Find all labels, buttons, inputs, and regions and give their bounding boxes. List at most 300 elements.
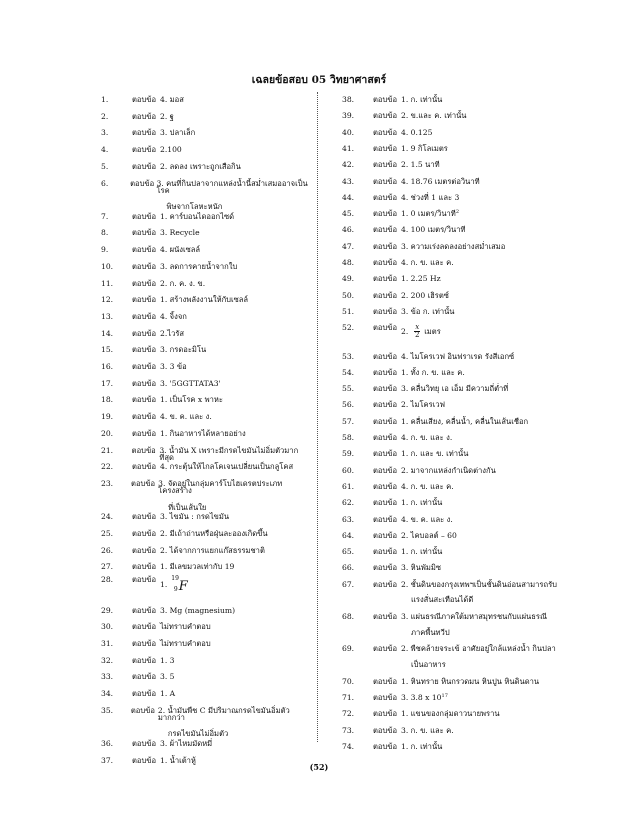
answer-item [342,353,514,361]
answer-item [342,727,454,735]
answer-text-block [401,564,441,572]
answer-text-block [160,313,187,321]
answer-text: 2. ก. ค. ง. ข. [160,278,206,288]
answer-line [160,690,175,698]
answer-label: ตอบข้อ [373,433,398,442]
answer-text-block [401,548,442,556]
answer-item [342,275,441,283]
item-number: 24. [101,512,114,522]
answer-line [160,413,212,421]
answer-text: 1. มีเลขมวลเท่ากับ 19 [160,562,235,572]
answer-text: 2. ฐ [160,111,174,121]
answer-continuation: กรดไขมันไม่อิ่มตัว [167,729,229,739]
item-number: 19. [101,412,114,422]
answer-text: 1. 2.25 Hz [401,274,441,284]
element-symbol: F [178,578,188,594]
answer-text-block [401,275,441,283]
answer-label: ตอบข้อ [132,639,157,648]
answer-line [401,418,528,426]
answer-text-block [160,657,175,665]
answer-text-block [401,112,466,120]
answer-label: ตอบข้อ [132,111,157,121]
answer-text: 4. ก. ข. และ ง. [401,433,453,442]
answer-label: ตอบข้อ [132,689,157,699]
answer-text: 2.100 [160,145,182,155]
item-number: 64. [342,530,355,540]
answer-line [401,499,442,507]
fraction-denominator: 2 [414,331,420,340]
answer-text-block [159,447,311,462]
answer-line [401,385,508,393]
answer-label: ตอบข้อ [373,498,398,508]
answer-label: ตอบข้อ [373,547,398,557]
answer-text: 3. ไขมัน : กรดไขมัน [160,512,230,522]
answer-text: 3. ปลาเล็ก [160,128,196,138]
answer-line [401,678,539,686]
answer-item [342,385,508,393]
answer-text-block [401,369,465,377]
answer-text-block [401,226,465,234]
item-number: 68. [342,612,355,621]
item-number: 58. [342,433,355,442]
answer-text: 1. หินทราย หินกรวดมน หินปูน หินดินดาน [401,676,540,686]
answer-text: 4. ช่วงที่ 1 และ 3 [401,192,460,202]
answer-line [401,308,455,316]
answer-item [342,324,441,339]
answer-text-block [401,145,448,153]
answer-text-block [160,346,206,354]
answer-label: ตอบข้อ [132,562,157,572]
answer-text: 2. ข.และ ค. เท่านั้น [401,111,467,121]
answer-text: 2. น้ำมันพืช C มีปริมาณกรดไขมันอิ่มตัวมากกว่า [157,705,290,723]
answer-label: ตอบข้อ [373,323,398,333]
answer-item [342,434,452,442]
answer-text: 1. เป็นโรค x พาหะ [160,395,223,405]
answer-label: ตอบข้อ [132,755,157,765]
answer-text: 2. ลดลง เพราะถูกเสือกิน [160,161,241,171]
answer-text: 1. ก. เท่านั้น [401,547,443,557]
answer-item [342,710,500,718]
answer-text-block [160,280,205,288]
answer-label: ตอบข้อ [373,400,398,410]
answer-line [401,178,480,186]
answer-text-block [401,483,454,491]
answer-text: 3. กรดอะมิโน [160,345,207,355]
answer-line [160,513,229,521]
answer-line [160,246,200,254]
fraction [414,324,420,339]
item-number: 26. [101,545,114,555]
answer-item [101,146,182,154]
answer-line [160,280,205,288]
answer-line [401,243,505,251]
answer-continuation: ที่เป็นเส้นใย [168,502,207,512]
answer-line [401,434,452,442]
item-number: 37. [101,755,114,765]
answer-text-block [160,163,241,171]
answer-line [160,330,184,338]
answer-text-block [401,194,459,202]
answer-line [401,613,547,621]
answer-line [160,96,184,104]
answer-item [342,178,480,186]
answer-label: ตอบข้อ [373,692,398,702]
item-number: 21. [101,445,114,455]
answer-text: 3. แผ่นธรณีภาคใต้มหาสมุทรชนกับแผ่นธรณี [401,612,547,621]
answer-item [101,296,248,304]
answer-line [160,430,246,438]
answer-label: ตอบข้อ [132,145,157,155]
answer-line [160,113,174,121]
item-number: 66. [342,563,355,573]
answer-item [342,645,556,668]
item-number: 36. [101,739,114,748]
answer-line [158,707,311,722]
item-number: 10. [101,261,114,271]
answer-item [101,313,187,321]
answer-label: ตอบข้อ [132,245,157,255]
answer-item [342,564,441,572]
answer-text-block [401,516,453,524]
answer-line [401,645,556,653]
answer-line [160,740,212,748]
answer-label: ตอบข้อ [132,605,157,615]
item-number: 2. [101,111,109,121]
answer-line [160,463,293,471]
answer-item [101,513,229,521]
answer-text: 1. สร้างพลังงานให้กับเซลล์ [160,295,249,305]
answer-item [101,640,211,648]
answer-label: ตอบข้อ [373,274,398,284]
item-number: 48. [342,258,355,267]
answer-label: ตอบข้อ [132,295,157,305]
answer-text-block [401,694,448,702]
answer-line [401,743,442,751]
answer-label: ตอบข้อ [373,160,398,170]
answer-line [401,161,440,169]
item-number: 18. [101,395,114,405]
answer-text: 4. จิ้งจก [160,311,187,321]
answer-label: ตอบข้อ [373,579,398,589]
answer-item [101,396,223,404]
answer-item [101,96,184,104]
answer-item [342,308,455,316]
page-title: เฉลยข้อสอบ 05 วิทยาศาสตร์ [251,74,387,86]
answer-line [160,563,234,571]
answer-item [342,226,465,234]
answer-label: ตอบข้อ [132,261,157,271]
answer-line [160,657,175,665]
answer-item [342,743,442,751]
answer-label: ตอบข้อ [373,465,398,475]
answer-text-block [160,690,175,698]
answer-item [342,112,466,120]
answer-text: 1. แขนของกลุ่มดาวนายพราน [401,709,500,719]
answer-text-block [401,743,442,751]
answer-label: ตอบข้อ [373,111,398,121]
item-number: 15. [101,345,114,355]
answer-text: 2. มีเถ้าถ่านหรือฝุ่นละอองเกิดขึ้น [160,528,268,538]
answer-text-block [160,623,211,631]
answer-line [159,447,311,462]
item-number: 44. [342,192,355,202]
answer-line [401,292,449,300]
answer-item [342,694,448,702]
answer-text: 4. 0.125 [401,127,433,137]
answer-line [401,548,442,556]
answer-label: ตอบข้อ [373,351,398,361]
answer-text: 3. จัดอยู่ในกลุ่มคาร์โบไฮเดรตประเภทโครงสร้าง [158,478,283,496]
answer-label: ตอบข้อ [132,545,157,555]
answer-text-block [160,530,268,538]
item-number: 4. [101,145,109,155]
answer-text-block [401,129,432,137]
answer-label: ตอบข้อ [132,362,157,371]
answer-text: 1. ก. และ ข. เท่านั้น [401,449,469,459]
answer-label: ตอบข้อ [373,563,398,573]
answer-line [156,180,311,195]
answer-line [160,623,211,631]
answer-item [101,263,237,271]
answer-line [401,450,468,458]
answer-label: ตอบข้อ [373,709,398,719]
item-number: 11. [101,278,114,288]
answer-text-block [401,259,454,267]
answer-text: 2. ชั้นดินของกรุงเทพฯเป็นชั้นดินอ่อนสามารถรับ [401,579,557,589]
answer-label: ตอบข้อ [132,345,157,355]
item-number: 67. [342,579,355,589]
answer-text: 3. ความเร่งลดลงอย่างสม่ำเสมอ [401,241,506,251]
item-number: 14. [101,328,114,338]
answer-line [401,467,496,475]
answer-text: 3. 3 ข้อ [160,362,187,371]
answer-text-block [156,180,311,211]
answer-text: 1. คลื่นเสียง, คลื่นน้ำ, คลื่นในเส้นเชือก [401,416,529,426]
answer-line [160,129,195,137]
answer-line [401,129,432,137]
answer-item [101,740,212,748]
answer-text-block [160,229,200,237]
answer-line [401,694,448,702]
answer-line [158,480,311,495]
answer-item [342,292,449,300]
answer-line [160,576,188,593]
answer-text-block [160,740,212,748]
answer-text: 1. ก. เท่านั้น [401,498,443,508]
answer-text: 1. 0 เมตร/วินาที [401,209,456,219]
answer-item [101,576,188,593]
item-number: 16. [101,362,114,371]
answer-line [160,380,221,388]
item-number: 25. [101,528,114,538]
answer-item [342,467,496,475]
answer-text: 4. ก. ข. และ ค. [401,481,454,491]
item-number: 65. [342,547,355,557]
answer-label: ตอบข้อ [132,95,157,104]
answer-text: ไม่ทราบคำตอบ [160,622,211,632]
answer-line [160,229,200,237]
answer-item [101,607,235,615]
answer-label: ตอบข้อ [373,676,398,686]
answer-label: ตอบข้อ [373,143,398,153]
answer-label: ตอบข้อ [132,622,157,632]
answer-line [160,213,234,221]
answer-item [101,413,212,421]
answer-line [160,607,235,615]
item-number: 70. [342,676,355,686]
answer-text: 1. A [160,689,176,699]
answer-label: ตอบข้อ [373,741,398,751]
answer-text-block [401,353,514,361]
answer-label: ตอบข้อ [373,225,398,235]
answer-item [342,581,557,604]
answer-label: ตอบข้อ [373,306,398,316]
answer-text: 3. Mg (magnesium) [160,605,236,615]
answer-label: ตอบข้อ [373,416,398,426]
answer-label: ตอบข้อ [373,290,398,300]
answer-text: 1. น้ำเต้าหู้ [160,755,196,765]
answer-label: ตอบข้อ [132,395,157,405]
answer-text-block [160,463,293,471]
item-number: 56. [342,400,355,410]
answer-line [401,710,500,718]
answer-continuation: แรงสั่นสะเทือนได้ดี [411,595,474,605]
item-number: 74. [342,741,355,751]
answer-line [401,145,448,153]
answer-item [101,163,241,171]
answer-label: ตอบข้อ [373,258,398,267]
answer-line [160,640,211,648]
answer-text: 1. กินอาหารได้หลายอย่าง [160,428,246,438]
answer-continuation: ภาคพื้นทวีป [411,627,450,637]
answer-label: ตอบข้อ [132,161,157,171]
answer-line [160,263,237,271]
answer-label: ตอบข้อ [132,428,157,438]
item-number: 61. [342,481,355,491]
item-number: 34. [101,689,114,699]
answer-item [342,259,454,267]
answer-text: ไม่ทราบคำตอบ [160,639,211,648]
answer-line [160,530,268,538]
item-number: 12. [101,295,114,305]
answer-line [401,259,454,267]
item-number: 43. [342,176,355,186]
answer-item [101,430,246,438]
answer-item [342,369,465,377]
answer-label: ตอบข้อ [373,95,398,104]
item-number: 9. [101,245,109,255]
answer-text-block [160,673,175,681]
answer-line [401,112,466,120]
answer-label: ตอบข้อ [132,228,157,238]
answer-item [342,532,457,540]
answer-item [342,161,440,169]
answer-label: ตอบข้อ [132,672,157,682]
answer-label: ตอบข้อ [373,127,398,137]
answer-text: 3. ก. ข. และ ค. [401,725,454,735]
item-number: 17. [101,378,114,388]
answer-text: 2. ไมโครเวฟ [401,400,445,410]
answer-item [101,213,234,221]
answer-text-block [401,401,445,409]
answer-item [101,530,268,538]
item-number: 62. [342,498,355,508]
answer-text-block [160,246,200,254]
answer-line [401,581,557,589]
answer-text-block [401,178,480,186]
atomic-number: 9 [173,585,178,593]
answer-item [342,210,459,218]
answer-text-block [160,263,237,271]
answer-label: ตอบข้อ [373,725,398,735]
answer-label: ตอบข้อ [373,209,398,219]
answer-item [342,401,445,409]
answer-line [160,673,175,681]
superscript: 2 [455,209,459,216]
answer-line [160,163,241,171]
answer-line [160,313,187,321]
answer-label: ตอบข้อ [130,705,155,715]
answer-label: ตอบข้อ [132,739,157,748]
item-number: 3. [101,128,109,138]
item-number: 53. [342,351,355,361]
answer-item [342,418,528,426]
answer-text: 4. ข. ค. และ ง. [401,514,453,524]
answer-label: ตอบข้อ [131,478,156,488]
item-number: 63. [342,514,355,524]
item-number: 71. [342,692,355,702]
item-number: 49. [342,274,355,284]
answer-text-block [401,418,528,426]
item-number: 52. [342,323,355,333]
answer-text-block [401,532,457,540]
answer-item [101,129,195,137]
answer-text: 1. 9 กิโลเมตร [401,143,448,153]
answer-text-block [401,645,556,668]
answer-line [401,226,465,234]
item-number: 41. [342,143,355,153]
answer-text-block [401,613,547,636]
answer-label: ตอบข้อ [132,512,157,522]
answer-text-block [401,434,452,442]
item-number: 20. [101,428,114,438]
answer-label: ตอบข้อ [373,192,398,202]
answer-label: ตอบข้อ [373,514,398,524]
answer-text-block [160,607,235,615]
answer-text-block [160,396,223,404]
answer-line [401,275,441,283]
item-number: 69. [342,644,355,654]
answer-line [160,146,182,154]
answer-label: ตอบข้อ [132,462,157,472]
answer-item [342,96,442,104]
item-number: 59. [342,449,355,459]
item-number: 13. [101,311,114,321]
answer-line [401,210,459,218]
item-number: 50. [342,290,355,300]
answer-text: 3. ผ้าไหมมัดหมี่ [160,739,213,748]
answer-text: 3. น้ำมัน X เพราะมีกรดไขมันไม่อิ่มตัวมากที่สุด [159,445,299,463]
answer-text-block [160,640,211,648]
item-number: 47. [342,241,355,251]
answer-label: ตอบข้อ [132,574,157,584]
item-number: 31. [101,639,114,648]
item-number: 38. [342,95,355,104]
answer-label: ตอบข้อ [373,644,398,654]
answer-item [101,707,311,738]
fraction-numerator: x [415,323,420,332]
answer-item [101,280,205,288]
